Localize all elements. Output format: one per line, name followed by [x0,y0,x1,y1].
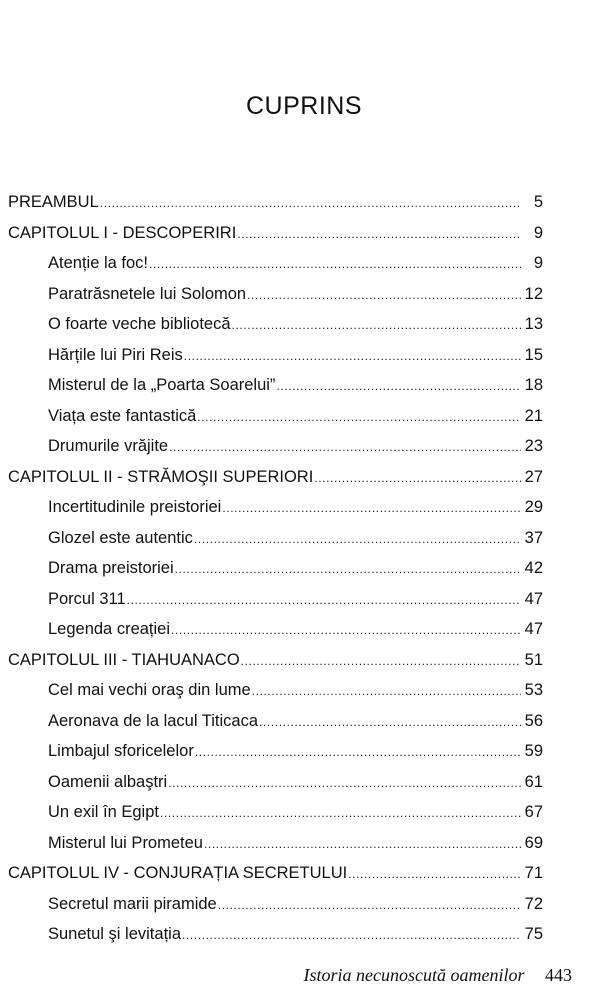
toc-dot-leader [241,646,521,677]
toc-entry-label: Legenda creației [48,620,171,638]
toc-entry-label: O foarte veche bibliotecă [48,315,231,333]
toc-entry-label: Glozel este autentic [48,528,193,547]
toc-entry-page-number: 37 [524,528,543,547]
toc-entry-label: Drumurile vrăjite [48,437,169,455]
page-title: CUPRINS [245,92,362,120]
toc-dot-leader [204,829,521,860]
toc-dot-leader [175,554,521,585]
toc-section-entry [8,492,543,523]
toc-entry-label: Aeronava de la lacul Titicaca [48,711,259,730]
toc-dot-leader [232,310,521,341]
toc-dot-leader [195,737,521,768]
toc-section-entry [8,401,543,432]
toc-entry-label: CAPITOLUL III - TIAHUANACO [8,650,240,669]
toc-section-entry [8,614,543,645]
toc-section-entry [8,340,543,371]
toc-entry-page-number: 47 [524,620,543,638]
toc-dot-leader [247,280,521,311]
toc-entry-page-number: 53 [524,681,543,699]
footer-page-number: 443 [545,965,572,985]
toc-dot-leader [171,615,521,646]
toc-entry-label: Misterul lui Prometeu [48,833,203,852]
toc-entry-label: Incertitudinile preistoriei [48,498,222,516]
toc-entry-page-number: 56 [524,711,543,730]
toc-dot-leader [314,463,521,494]
toc-section-entry [8,279,543,310]
footer-book-title: Istoria necunoscută oamenilor [303,965,525,985]
toc-dot-leader [194,524,521,555]
toc-entry-page-number: 12 [524,284,543,303]
toc-entry-label: Porcul 311 [48,589,126,608]
toc-entry-page-number: 18 [524,376,543,394]
toc-chapter-entry [8,462,543,493]
toc-entry-page-number: 21 [524,406,543,425]
toc-section-entry [8,919,543,950]
toc-entry-label: Sunetul şi levitația [48,925,181,943]
toc-dot-leader [222,493,521,524]
toc-entry-page-number: 9 [533,254,543,272]
toc-entry-label: CAPITOLUL I - DESCOPERIRI [8,223,237,242]
toc-entry-label: CAPITOLUL II - STRĂMOŞII SUPERIORI [8,467,314,486]
toc-dot-leader [169,432,521,463]
toc-dot-leader [197,402,521,433]
toc-chapter-entry [8,218,543,249]
toc-section-entry [8,553,543,584]
toc-entry-label: Cel mai vechi oraş din lume [48,681,251,699]
toc-entry-page-number: 59 [524,742,543,760]
toc-entry-page-number: 47 [524,589,543,608]
toc-dot-leader [100,188,521,219]
toc-section-entry [8,736,543,767]
toc-entry-label: Paratrăsnetele lui Solomon [48,284,247,303]
toc-section-entry [8,706,543,737]
toc-section-entry [8,828,543,859]
toc-entry-page-number: 13 [524,315,543,333]
toc-section-entry [8,584,543,615]
toc-dot-leader [127,585,521,616]
toc-entry-page-number: 72 [524,894,543,913]
toc-dot-leader [149,249,521,280]
toc-entry-page-number: 29 [524,498,543,516]
toc-section-entry [8,431,543,462]
toc-entry-page-number: 69 [524,833,543,852]
toc-dot-leader [182,920,521,951]
toc-entry-label: Secretul marii piramide [48,894,217,913]
toc-section-entry [8,523,543,554]
toc-entry-page-number: 67 [524,803,543,821]
toc-entry-label: Limbajul sforicelelor [48,742,194,760]
toc-entry-label: Atenție la foc! [48,254,148,272]
toc-dot-leader [237,219,521,250]
toc-entry-label: Misterul de la „Poarta Soarelui” [48,376,276,394]
table-of-contents [8,187,543,950]
toc-dot-leader [259,707,521,738]
toc-section-entry [8,797,543,828]
toc-section-entry [8,370,543,401]
running-footer [304,965,572,986]
toc-dot-leader [218,890,521,921]
toc-section-entry [8,889,543,920]
toc-entry-page-number: 71 [524,864,543,882]
toc-entry-label: Oamenii albaştri [48,772,168,791]
toc-entry-label: Un exil în Egipt [48,803,159,821]
toc-entry-page-number: 15 [524,345,543,364]
toc-entry-page-number: 23 [524,437,543,455]
toc-entry-page-number: 27 [524,467,543,486]
toc-dot-leader [160,798,521,829]
toc-entry-page-number: 5 [533,193,543,211]
toc-chapter-entry [8,645,543,676]
toc-section-entry [8,675,543,706]
toc-entry-page-number: 42 [524,559,543,577]
toc-entry-label: Hărțile lui Piri Reis [48,345,183,364]
toc-entry-page-number: 9 [533,223,543,242]
toc-entry-label: Viața este fantastică [48,406,197,425]
toc-entry-label: CAPITOLUL IV - CONJURAȚIA SECRETULUI [8,864,348,882]
toc-entry-page-number: 61 [524,772,543,791]
toc-entry-page-number: 75 [524,925,543,943]
toc-chapter-entry [8,187,543,218]
toc-entry-label: Drama preistoriei [48,559,174,577]
toc-dot-leader [184,341,521,372]
toc-chapter-entry [8,858,543,889]
toc-dot-leader [252,676,521,707]
toc-dot-leader [168,768,521,799]
toc-section-entry [8,248,543,279]
toc-entry-page-number: 51 [524,650,543,669]
toc-dot-leader [276,371,521,402]
toc-section-entry [8,767,543,798]
toc-dot-leader [348,859,521,890]
toc-section-entry [8,309,543,340]
toc-entry-label: PREAMBUL [8,193,99,211]
